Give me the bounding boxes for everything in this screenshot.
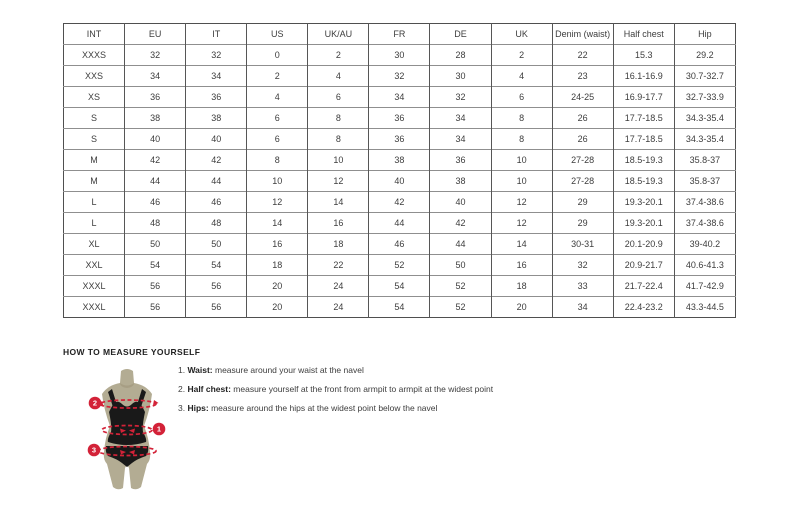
table-cell: M [64, 150, 125, 171]
table-row [64, 276, 736, 297]
table-cell: 26 [552, 129, 613, 150]
column-header: EU [125, 24, 186, 45]
marker-hips [88, 444, 101, 457]
table-cell: 8 [308, 129, 369, 150]
table-cell: XS [64, 87, 125, 108]
step-text: measure around the hips at the widest point below the navel [208, 403, 438, 413]
table-cell: 32 [430, 87, 491, 108]
table-cell: 24-25 [552, 87, 613, 108]
table-cell: 6 [247, 108, 308, 129]
table-cell: 48 [125, 213, 186, 234]
table-cell: 50 [125, 234, 186, 255]
table-cell: 24 [308, 297, 369, 318]
table-cell: 12 [308, 171, 369, 192]
table-cell: 44 [430, 234, 491, 255]
table-cell: 43.3-44.5 [674, 297, 735, 318]
table-cell: 4 [247, 87, 308, 108]
table-cell: 32.7-33.9 [674, 87, 735, 108]
table-cell: 40 [125, 129, 186, 150]
table-cell: 32 [552, 255, 613, 276]
table-cell: 29 [552, 192, 613, 213]
table-cell: 32 [125, 45, 186, 66]
table-cell: 19.3-20.1 [613, 213, 674, 234]
table-cell: 14 [491, 234, 552, 255]
table-cell: L [64, 192, 125, 213]
measure-step [178, 384, 493, 395]
table-cell: 41.7-42.9 [674, 276, 735, 297]
column-header: DE [430, 24, 491, 45]
measurement-figure [80, 368, 180, 493]
table-cell: 32 [186, 45, 247, 66]
step-number: 1. [178, 365, 188, 375]
table-row [64, 129, 736, 150]
table-cell: 20.1-20.9 [613, 234, 674, 255]
table-cell: 6 [491, 87, 552, 108]
measure-steps [178, 365, 493, 422]
table-cell: 42 [186, 150, 247, 171]
column-header: Denim (waist) [552, 24, 613, 45]
table-cell: 44 [369, 213, 430, 234]
table-cell: 34 [125, 66, 186, 87]
column-header: FR [369, 24, 430, 45]
table-cell: 30 [369, 45, 430, 66]
marker-waist-number: 1 [156, 424, 162, 434]
table-cell: 20 [247, 297, 308, 318]
table-cell: XXXS [64, 45, 125, 66]
table-cell: 56 [125, 276, 186, 297]
table-cell: 37.4-38.6 [674, 213, 735, 234]
table-cell: 8 [308, 108, 369, 129]
table-cell: 35.8-37 [674, 150, 735, 171]
table-row [64, 297, 736, 318]
table-cell: 54 [369, 276, 430, 297]
step-number: 2. [178, 384, 188, 394]
table-cell: 42 [125, 150, 186, 171]
table-cell: 16 [308, 213, 369, 234]
table-cell: 27-28 [552, 150, 613, 171]
table-cell: 54 [369, 297, 430, 318]
column-header: UK/AU [308, 24, 369, 45]
column-header: IT [186, 24, 247, 45]
table-cell: 36 [430, 150, 491, 171]
table-cell: 32 [369, 66, 430, 87]
table-cell: 18 [308, 234, 369, 255]
table-cell: 34 [552, 297, 613, 318]
table-cell: 0 [247, 45, 308, 66]
table-cell: 8 [491, 108, 552, 129]
table-cell: 38 [369, 150, 430, 171]
table-cell: 16.1-16.9 [613, 66, 674, 87]
measure-section-title: HOW TO MEASURE YOURSELF [63, 347, 201, 357]
table-row [64, 171, 736, 192]
size-table-head [64, 24, 736, 45]
table-cell: 54 [186, 255, 247, 276]
table-cell: 38 [186, 108, 247, 129]
table-cell: 10 [491, 171, 552, 192]
size-conversion-table [63, 23, 736, 318]
table-cell: 34 [430, 108, 491, 129]
table-row [64, 45, 736, 66]
table-cell: 30-31 [552, 234, 613, 255]
table-cell: 38 [125, 108, 186, 129]
table-cell: 44 [125, 171, 186, 192]
table-row [64, 87, 736, 108]
table-cell: 4 [491, 66, 552, 87]
table-cell: 34 [186, 66, 247, 87]
table-cell: 28 [430, 45, 491, 66]
step-label: Hips: [187, 403, 209, 413]
table-cell: 50 [430, 255, 491, 276]
table-cell: 34 [369, 87, 430, 108]
step-text: measure around your waist at the navel [212, 365, 364, 375]
table-cell: 46 [369, 234, 430, 255]
table-cell: 34.3-35.4 [674, 129, 735, 150]
table-cell: 10 [308, 150, 369, 171]
step-label: Half chest: [187, 384, 231, 394]
table-cell: XXXL [64, 276, 125, 297]
marker-half-chest-number: 2 [92, 398, 98, 408]
step-text: measure yourself at the front from armpit to armpit at the widest point [230, 384, 494, 394]
table-cell: M [64, 171, 125, 192]
table-cell: 36 [369, 108, 430, 129]
table-cell: 21.7-22.4 [613, 276, 674, 297]
table-cell: 46 [186, 192, 247, 213]
table-cell: 10 [491, 150, 552, 171]
table-cell: 56 [125, 297, 186, 318]
table-cell: 6 [308, 87, 369, 108]
table-cell: 16.9-17.7 [613, 87, 674, 108]
table-cell: 18 [491, 276, 552, 297]
table-cell: 2 [491, 45, 552, 66]
table-row [64, 234, 736, 255]
table-row [64, 255, 736, 276]
marker-hips-number: 3 [91, 445, 97, 455]
table-cell: 18.5-19.3 [613, 150, 674, 171]
table-cell: 12 [491, 192, 552, 213]
table-cell: 34.3-35.4 [674, 108, 735, 129]
table-cell: 24 [308, 276, 369, 297]
table-cell: 2 [308, 45, 369, 66]
table-row [64, 213, 736, 234]
table-cell: 29.2 [674, 45, 735, 66]
table-cell: L [64, 213, 125, 234]
table-cell: 16 [491, 255, 552, 276]
column-header: Hip [674, 24, 735, 45]
table-cell: 56 [186, 297, 247, 318]
table-cell: 2 [247, 66, 308, 87]
table-cell: 44 [186, 171, 247, 192]
marker-half-chest [89, 397, 102, 410]
step-label: Waist: [187, 365, 213, 375]
table-cell: 8 [247, 150, 308, 171]
measure-step [178, 403, 493, 414]
table-cell: 42 [369, 192, 430, 213]
measure-step [178, 365, 493, 376]
table-cell: 15.3 [613, 45, 674, 66]
table-row [64, 192, 736, 213]
step-number: 3. [178, 403, 188, 413]
table-cell: 52 [369, 255, 430, 276]
table-cell: 20.9-21.7 [613, 255, 674, 276]
table-cell: 34 [430, 129, 491, 150]
table-cell: 36 [369, 129, 430, 150]
table-cell: S [64, 129, 125, 150]
table-row [64, 66, 736, 87]
table-cell: 17.7-18.5 [613, 129, 674, 150]
table-cell: 14 [247, 213, 308, 234]
table-cell: 36 [125, 87, 186, 108]
table-row [64, 108, 736, 129]
table-cell: 48 [186, 213, 247, 234]
table-cell: 56 [186, 276, 247, 297]
table-cell: 22 [552, 45, 613, 66]
table-cell: 27-28 [552, 171, 613, 192]
table-cell: 18.5-19.3 [613, 171, 674, 192]
table-cell: 22.4-23.2 [613, 297, 674, 318]
table-cell: 10 [247, 171, 308, 192]
column-header: US [247, 24, 308, 45]
table-cell: 23 [552, 66, 613, 87]
table-cell: 30 [430, 66, 491, 87]
mannequin-illustration [80, 368, 180, 493]
table-cell: 4 [308, 66, 369, 87]
table-cell: XXS [64, 66, 125, 87]
table-cell: 33 [552, 276, 613, 297]
marker-waist [153, 423, 166, 436]
column-header: UK [491, 24, 552, 45]
table-cell: 39-40.2 [674, 234, 735, 255]
table-cell: 20 [247, 276, 308, 297]
table-cell: 40 [430, 192, 491, 213]
size-table-body [64, 45, 736, 318]
table-cell: 22 [308, 255, 369, 276]
table-cell: XL [64, 234, 125, 255]
table-cell: 18 [247, 255, 308, 276]
table-cell: 52 [430, 297, 491, 318]
table-cell: 54 [125, 255, 186, 276]
table-cell: 37.4-38.6 [674, 192, 735, 213]
table-cell: 52 [430, 276, 491, 297]
table-cell: 16 [247, 234, 308, 255]
table-cell: 19.3-20.1 [613, 192, 674, 213]
table-cell: XXL [64, 255, 125, 276]
table-cell: 38 [430, 171, 491, 192]
table-cell: S [64, 108, 125, 129]
table-cell: 26 [552, 108, 613, 129]
table-cell: 12 [247, 192, 308, 213]
table-cell: 46 [125, 192, 186, 213]
table-cell: 29 [552, 213, 613, 234]
table-cell: 35.8-37 [674, 171, 735, 192]
table-cell: 14 [308, 192, 369, 213]
table-cell: 40.6-41.3 [674, 255, 735, 276]
table-cell: XXXL [64, 297, 125, 318]
table-cell: 30.7-32.7 [674, 66, 735, 87]
size-table-header-row [64, 24, 736, 45]
table-cell: 40 [369, 171, 430, 192]
table-cell: 8 [491, 129, 552, 150]
column-header: INT [86, 29, 102, 39]
column-header: Half chest [613, 24, 674, 45]
table-cell: 20 [491, 297, 552, 318]
table-cell: 6 [247, 129, 308, 150]
table-cell: 36 [186, 87, 247, 108]
table-cell: 17.7-18.5 [613, 108, 674, 129]
table-cell: 42 [430, 213, 491, 234]
table-row [64, 150, 736, 171]
table-cell: 40 [186, 129, 247, 150]
table-cell: 12 [491, 213, 552, 234]
table-cell: 50 [186, 234, 247, 255]
